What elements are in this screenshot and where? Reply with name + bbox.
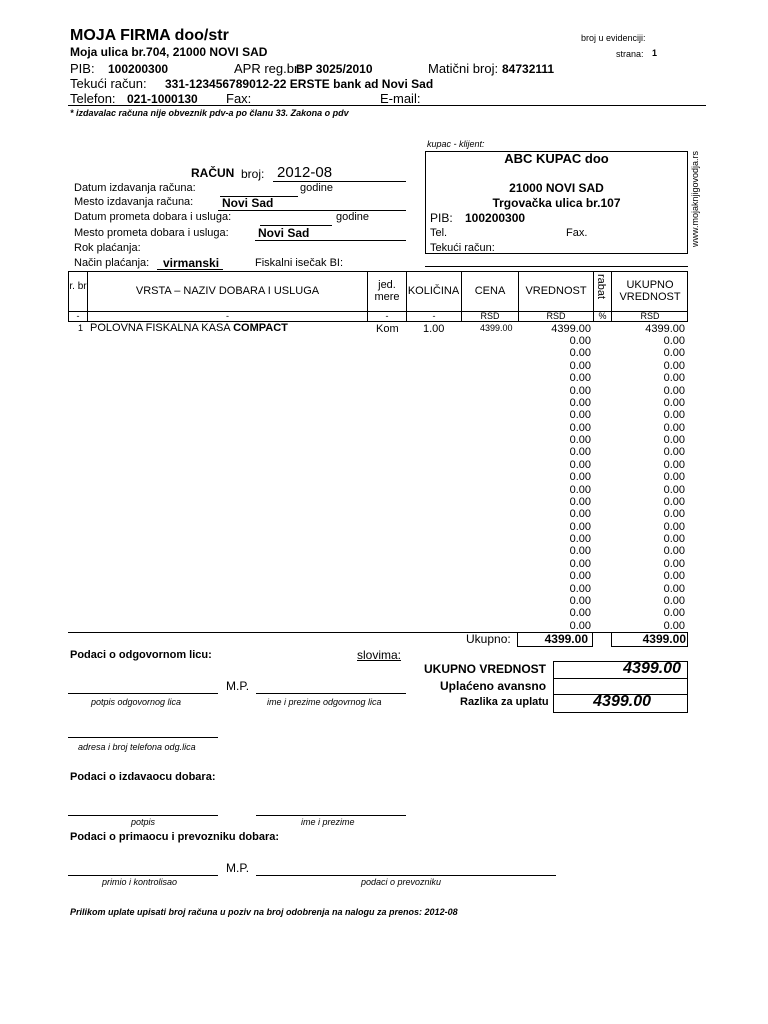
addr-resp-caption: adresa i broj telefona odg.lica bbox=[78, 742, 196, 752]
trade-date-label: Datum prometa dobara i usluga: bbox=[74, 211, 232, 223]
number-underline bbox=[273, 181, 406, 182]
page-number: 1 bbox=[652, 48, 658, 58]
fiscal-label: Fiskalni isečak BI: bbox=[255, 257, 344, 269]
header-value: VREDNOST bbox=[525, 285, 587, 297]
empty-row-value: 0.00 bbox=[569, 620, 591, 632]
unit-value: RSD bbox=[546, 311, 566, 321]
sign-resp-line bbox=[68, 693, 218, 694]
issue-place-underline bbox=[218, 210, 406, 211]
empty-row-value: 0.00 bbox=[569, 459, 591, 471]
empty-row-value: 0.00 bbox=[569, 533, 591, 545]
diff-value: 4399.00 bbox=[593, 693, 651, 710]
mb-label: Matični broj: bbox=[428, 61, 499, 76]
email-label: E-mail: bbox=[380, 91, 421, 106]
empty-row-value: 0.00 bbox=[569, 471, 591, 483]
empty-row-total: 0.00 bbox=[663, 496, 685, 508]
unit-qty: - bbox=[432, 311, 436, 321]
issue-place-value: Novi Sad bbox=[222, 196, 274, 210]
payment-note: Prilikom uplate upisati broj računa u poziv na broj odobrenja na nalogu za prenos: 2012-08 bbox=[70, 907, 458, 917]
client-fax-label: Fax. bbox=[566, 227, 588, 239]
due-label: Rok plaćanja: bbox=[74, 242, 141, 254]
unit-name: - bbox=[226, 311, 229, 321]
name-resp-line bbox=[256, 693, 406, 694]
carrier-caption: podaci o prevozniku bbox=[361, 877, 442, 887]
empty-row-value: 0.00 bbox=[569, 446, 591, 458]
empty-row-total: 0.00 bbox=[663, 583, 685, 595]
total-value-label: UKUPNO VREDNOST bbox=[424, 662, 547, 676]
totals-divider-1 bbox=[553, 678, 688, 679]
mp-stamp-2: M.P. bbox=[226, 861, 250, 875]
total-value: 4399.00 bbox=[623, 660, 681, 677]
client-pib-value: 100200300 bbox=[465, 211, 526, 225]
phone-label: Telefon: bbox=[70, 91, 116, 106]
receiver-label: Podaci o primaocu i prevozniku dobara: bbox=[70, 831, 280, 843]
company-name: MOJA FIRMA doo/str bbox=[70, 27, 229, 44]
sign-issuer-caption: potpis bbox=[131, 817, 156, 827]
empty-row-total: 0.00 bbox=[663, 446, 685, 458]
invoice-title: RAČUN bbox=[191, 166, 235, 180]
empty-row-total: 0.00 bbox=[663, 385, 685, 397]
unit-price: RSD bbox=[480, 311, 500, 321]
empty-row-total: 0.00 bbox=[663, 397, 685, 409]
item-price: 4399.00 bbox=[480, 323, 513, 333]
header-qty: KOLIČINA bbox=[407, 285, 460, 297]
carrier-line bbox=[256, 875, 556, 876]
client-box-bottom bbox=[425, 266, 688, 267]
empty-row-value: 0.00 bbox=[569, 508, 591, 520]
item-name-bold: COMPACT bbox=[233, 322, 288, 334]
trade-place-value: Novi Sad bbox=[258, 226, 310, 240]
empty-row-total: 0.00 bbox=[663, 570, 685, 582]
trade-place-label: Mesto prometa dobara i usluga: bbox=[74, 227, 229, 239]
empty-row-total: 0.00 bbox=[663, 360, 685, 372]
empty-row-total: 0.00 bbox=[663, 620, 685, 632]
client-city: 21000 NOVI SAD bbox=[509, 181, 604, 195]
account-label: Tekući račun: bbox=[70, 76, 147, 91]
item-rbr: 1 bbox=[78, 323, 84, 333]
addr-resp-line bbox=[68, 737, 218, 738]
empty-row-value: 0.00 bbox=[569, 570, 591, 582]
unit-total: RSD bbox=[640, 311, 660, 321]
client-tel-label: Tel. bbox=[430, 227, 448, 239]
item-name-plain: POLOVNA FISKALNA KASA bbox=[90, 322, 234, 334]
unit-unit: - bbox=[385, 311, 389, 321]
empty-row-total: 0.00 bbox=[663, 558, 685, 570]
issue-date-godine: godine bbox=[300, 182, 334, 194]
payment-value: virmanski bbox=[163, 256, 220, 270]
empty-row-total: 0.00 bbox=[663, 471, 685, 483]
empty-row-total: 0.00 bbox=[663, 422, 685, 434]
client-caption: kupac - klijent: bbox=[427, 139, 485, 149]
empty-row-total: 0.00 bbox=[663, 347, 685, 359]
mp-stamp-1: M.P. bbox=[226, 679, 250, 693]
empty-row-value: 0.00 bbox=[569, 385, 591, 397]
empty-row-total: 0.00 bbox=[663, 508, 685, 520]
received-caption: primio i kontrolisao bbox=[102, 877, 178, 887]
client-account-label: Tekući račun: bbox=[430, 242, 495, 254]
item-value: 4399.00 bbox=[551, 323, 591, 335]
item-unit: Kom bbox=[376, 323, 399, 335]
apr-value: BP 3025/2010 bbox=[296, 62, 373, 76]
sign-resp-caption: potpis odgovornog lica bbox=[91, 697, 182, 707]
client-street: Trgovačka ulica br.107 bbox=[492, 196, 621, 210]
pib-value: 100200300 bbox=[108, 62, 169, 76]
empty-row-value: 0.00 bbox=[569, 434, 591, 446]
empty-row-total: 0.00 bbox=[663, 521, 685, 533]
empty-row-value: 0.00 bbox=[569, 484, 591, 496]
fax-label: Fax: bbox=[226, 91, 252, 106]
empty-row-value: 0.00 bbox=[569, 347, 591, 359]
issue-date-label: Datum izdavanja računa: bbox=[74, 182, 196, 194]
header-name: VRSTA – NAZIV DOBARA I USLUGA bbox=[135, 285, 320, 297]
empty-row-value: 0.00 bbox=[569, 397, 591, 409]
empty-row-total: 0.00 bbox=[663, 372, 685, 384]
invoice-number: 2012-08 bbox=[277, 164, 333, 181]
header-total: UKUPNO VREDNOST bbox=[619, 279, 681, 303]
header-unit: jed. mere bbox=[374, 279, 400, 303]
empty-row-value: 0.00 bbox=[569, 558, 591, 570]
mb-value: 84732111 bbox=[502, 62, 555, 76]
vat-note: * izdavalac računa nije obveznik pdv-a po članu 33. Zakona o pdv bbox=[70, 108, 349, 118]
empty-row-total: 0.00 bbox=[663, 484, 685, 496]
empty-row-value: 0.00 bbox=[569, 409, 591, 421]
slovima-label: slovima: bbox=[357, 648, 402, 662]
empty-row-total: 0.00 bbox=[663, 459, 685, 471]
empty-row-value: 0.00 bbox=[569, 545, 591, 557]
item-qty: 1.00 bbox=[423, 323, 445, 335]
client-name: ABC KUPAC doo bbox=[504, 151, 609, 166]
received-line bbox=[68, 875, 218, 876]
empty-row-value: 0.00 bbox=[569, 372, 591, 384]
header-rbr: r. br bbox=[69, 281, 87, 292]
empty-row-value: 0.00 bbox=[569, 360, 591, 372]
empty-row-value: 0.00 bbox=[569, 422, 591, 434]
empty-row-value: 0.00 bbox=[569, 583, 591, 595]
trade-date-godine: godine bbox=[336, 211, 370, 223]
unit-rabat: % bbox=[598, 311, 607, 321]
header-rabat: rabat bbox=[595, 274, 607, 300]
item-total: 4399.00 bbox=[645, 323, 685, 335]
issuer-label: Podaci o izdavaocu dobara: bbox=[70, 771, 216, 783]
name-resp-caption: ime i prezime odgovrnog lica bbox=[267, 697, 382, 707]
responsible-label: Podaci o odgovornom licu: bbox=[70, 649, 212, 661]
table-bottom bbox=[68, 632, 688, 633]
ukupno-total: 4399.00 bbox=[642, 632, 686, 646]
payment-label: Način plaćanja: bbox=[74, 257, 150, 269]
empty-row-value: 0.00 bbox=[569, 335, 591, 347]
watermark-text: www.mojaknjigovodja.rs bbox=[690, 150, 700, 247]
header-divider bbox=[68, 105, 706, 106]
empty-row-value: 0.00 bbox=[569, 595, 591, 607]
diff-label: Razlika za uplatu bbox=[460, 696, 549, 708]
empty-row-total: 0.00 bbox=[663, 595, 685, 607]
page-label: strana: bbox=[616, 49, 644, 59]
empty-row-value: 0.00 bbox=[569, 521, 591, 533]
payment-underline bbox=[157, 269, 223, 270]
empty-row-total: 0.00 bbox=[663, 533, 685, 545]
sign-issuer-line bbox=[68, 815, 218, 816]
ukupno-label: Ukupno: bbox=[466, 632, 511, 646]
empty-row-total: 0.00 bbox=[663, 335, 685, 347]
apr-label: APR reg.br: bbox=[234, 61, 302, 76]
empty-row-total: 0.00 bbox=[663, 409, 685, 421]
unit-rbr: - bbox=[76, 311, 80, 321]
trade-place-underline bbox=[255, 240, 406, 241]
header-price: CENA bbox=[474, 285, 506, 297]
advance-label: Uplaćeno avansno bbox=[440, 679, 547, 693]
company-address: Moja ulica br.704, 21000 NOVI SAD bbox=[70, 45, 268, 59]
empty-row-total: 0.00 bbox=[663, 545, 685, 557]
pib-label: PIB: bbox=[70, 61, 95, 76]
name-issuer-line bbox=[256, 815, 406, 816]
account-value: 331-123456789012-22 ERSTE bank ad Novi Sad bbox=[165, 77, 434, 91]
empty-row-total: 0.00 bbox=[663, 434, 685, 446]
item-name bbox=[90, 322, 288, 334]
ukupno-value: 4399.00 bbox=[544, 632, 588, 646]
issue-place-label: Mesto izdavanja računa: bbox=[74, 196, 194, 208]
empty-row-value: 0.00 bbox=[569, 607, 591, 619]
phone-value: 021-1000130 bbox=[127, 92, 198, 106]
client-pib-label: PIB: bbox=[430, 211, 453, 225]
invoice-broj-label: broj: bbox=[241, 167, 265, 181]
empty-row-total: 0.00 bbox=[663, 607, 685, 619]
empty-row-value: 0.00 bbox=[569, 496, 591, 508]
evidence-label: broj u evidenciji: bbox=[581, 33, 646, 43]
name-issuer-caption: ime i prezime bbox=[301, 817, 355, 827]
